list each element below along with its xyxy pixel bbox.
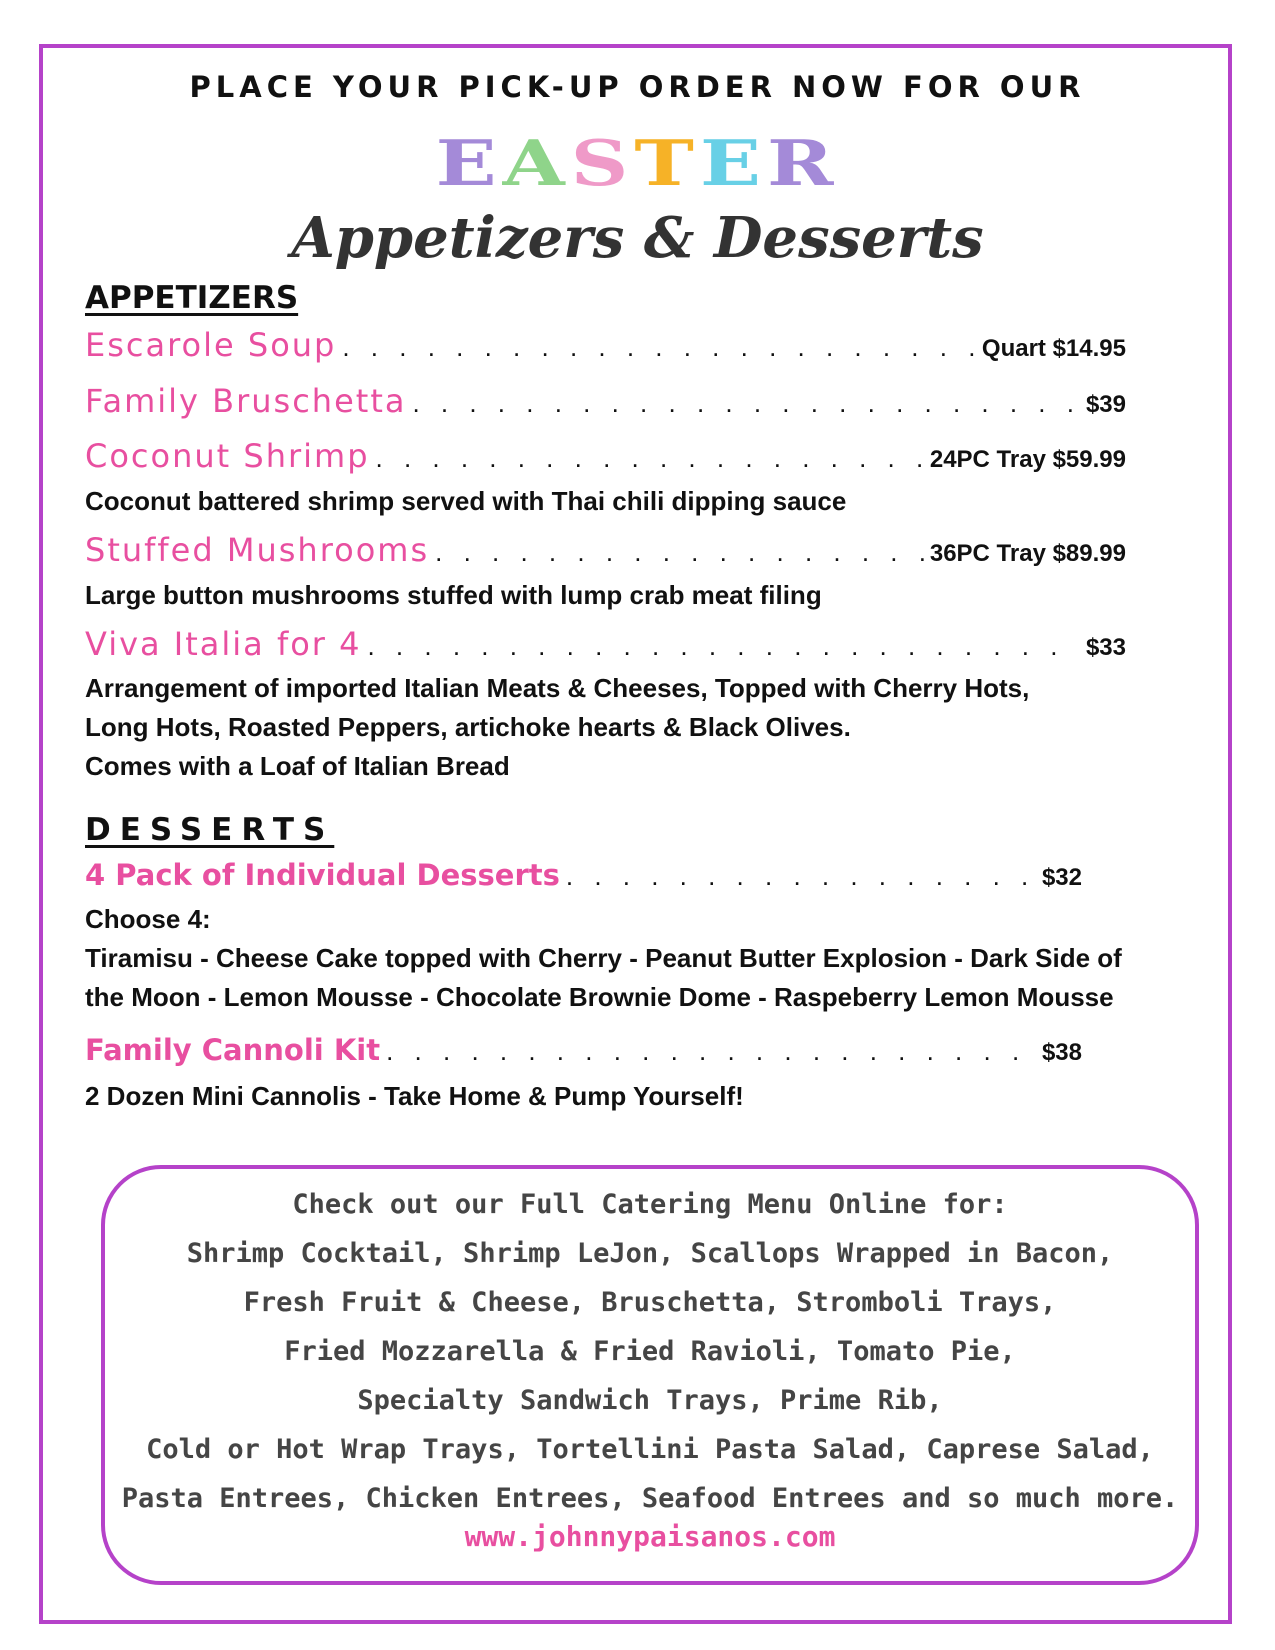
item-name: Stuffed Mushrooms	[85, 531, 430, 569]
menu-item-escarole-soup	[85, 326, 1126, 364]
catering-line: Shrimp Cocktail, Shrimp LeJon, Scallops Wrapped in Bacon,	[186, 1238, 1114, 1269]
header-kicker: PLACE YOUR PICK-UP ORDER NOW FOR OUR	[189, 70, 1086, 104]
dot-leader	[566, 861, 1036, 892]
menu-item-4-pack-desserts	[85, 858, 1082, 892]
item-price: $38	[1041, 1039, 1082, 1066]
desserts-heading: DESSERTS	[85, 812, 335, 848]
description-line: Tiramisu - Cheese Cake topped with Cherry - Peanut Butter Explosion - Dark Side of	[85, 943, 1122, 973]
menu-item-coconut-shrimp	[85, 437, 1126, 475]
catering-line: Cold or Hot Wrap Trays, Tortellini Pasta Salad, Caprese Salad,	[146, 1434, 1154, 1465]
easter-title	[0, 118, 1275, 208]
description-line: Arrangement of imported Italian Meats & Cheeses, Topped with Cherry Hots,	[85, 673, 1030, 703]
item-name: Coconut Shrimp	[85, 437, 370, 475]
item-price: $39	[1085, 391, 1126, 418]
item-price: $33	[1085, 634, 1126, 661]
title-letter: A	[502, 126, 571, 200]
description-line: Long Hots, Roasted Peppers, artichoke hearts & Black Olives.	[85, 712, 851, 742]
description-line: Comes with a Loaf of Italian Bread	[85, 751, 510, 781]
catering-text	[101, 1180, 1199, 1523]
menu-item-family-cannoli-kit	[85, 1033, 1082, 1067]
dot-leader	[412, 388, 1079, 419]
description-line: 2 Dozen Mini Cannolis - Take Home & Pump Yourself!	[85, 1081, 744, 1111]
item-price: 24PC Tray $59.99	[929, 446, 1126, 473]
catering-line: Pasta Entrees, Chicken Entrees, Seafood Entrees and so much more.	[121, 1483, 1179, 1514]
item-description	[85, 669, 1029, 786]
item-price: 36PC Tray $89.99	[929, 540, 1126, 567]
description-line: Coconut battered shrimp served with Thai chili dipping sauce	[85, 486, 847, 516]
menu-item-stuffed-mushrooms	[85, 531, 1126, 569]
appetizers-heading: APPETIZERS	[85, 280, 299, 316]
dot-leader	[386, 1036, 1036, 1067]
item-description	[85, 482, 846, 521]
dot-leader	[367, 631, 1079, 662]
catering-line: Fresh Fruit & Cheese, Bruschetta, Stromboli Trays,	[243, 1287, 1057, 1318]
item-name: Viva Italia for 4	[85, 625, 362, 663]
item-name: Family Cannoli Kit	[85, 1033, 381, 1067]
item-price: $32	[1041, 864, 1082, 891]
title-letter: E	[435, 126, 503, 200]
subtitle: Appetizers & Desserts	[291, 205, 984, 271]
title-letter: R	[766, 126, 840, 200]
item-price: Quart $14.95	[981, 335, 1126, 362]
item-name: 4 Pack of Individual Desserts	[85, 858, 560, 892]
description-line: the Moon - Lemon Mousse - Chocolate Brownie Dome - Raspeberry Lemon Mousse	[85, 982, 1114, 1012]
title-letter: E	[699, 126, 767, 200]
website-link[interactable]: www.johnnypaisanos.com	[464, 1520, 836, 1553]
dot-leader	[376, 443, 924, 474]
menu-item-family-bruschetta	[85, 382, 1126, 420]
item-name: Family Bruschetta	[85, 382, 407, 420]
catering-line: Fried Mozzarella & Fried Ravioli, Tomato Pie,	[284, 1336, 1016, 1367]
item-name: Escarole Soup	[85, 326, 337, 364]
dot-leader	[342, 332, 976, 363]
item-description	[85, 900, 1122, 1017]
item-description	[85, 576, 822, 615]
title-letter: S	[570, 126, 635, 200]
dot-leader	[435, 537, 924, 568]
description-line: Large button mushrooms stuffed with lump crab meat filing	[85, 580, 822, 610]
menu-item-viva-italia	[85, 625, 1126, 663]
description-line: Choose 4:	[85, 904, 211, 934]
title-letter: T	[634, 126, 700, 200]
catering-line: Specialty Sandwich Trays, Prime Rib,	[357, 1385, 943, 1416]
item-description	[85, 1077, 744, 1116]
catering-line: Check out our Full Catering Menu Online for:	[292, 1189, 1008, 1220]
